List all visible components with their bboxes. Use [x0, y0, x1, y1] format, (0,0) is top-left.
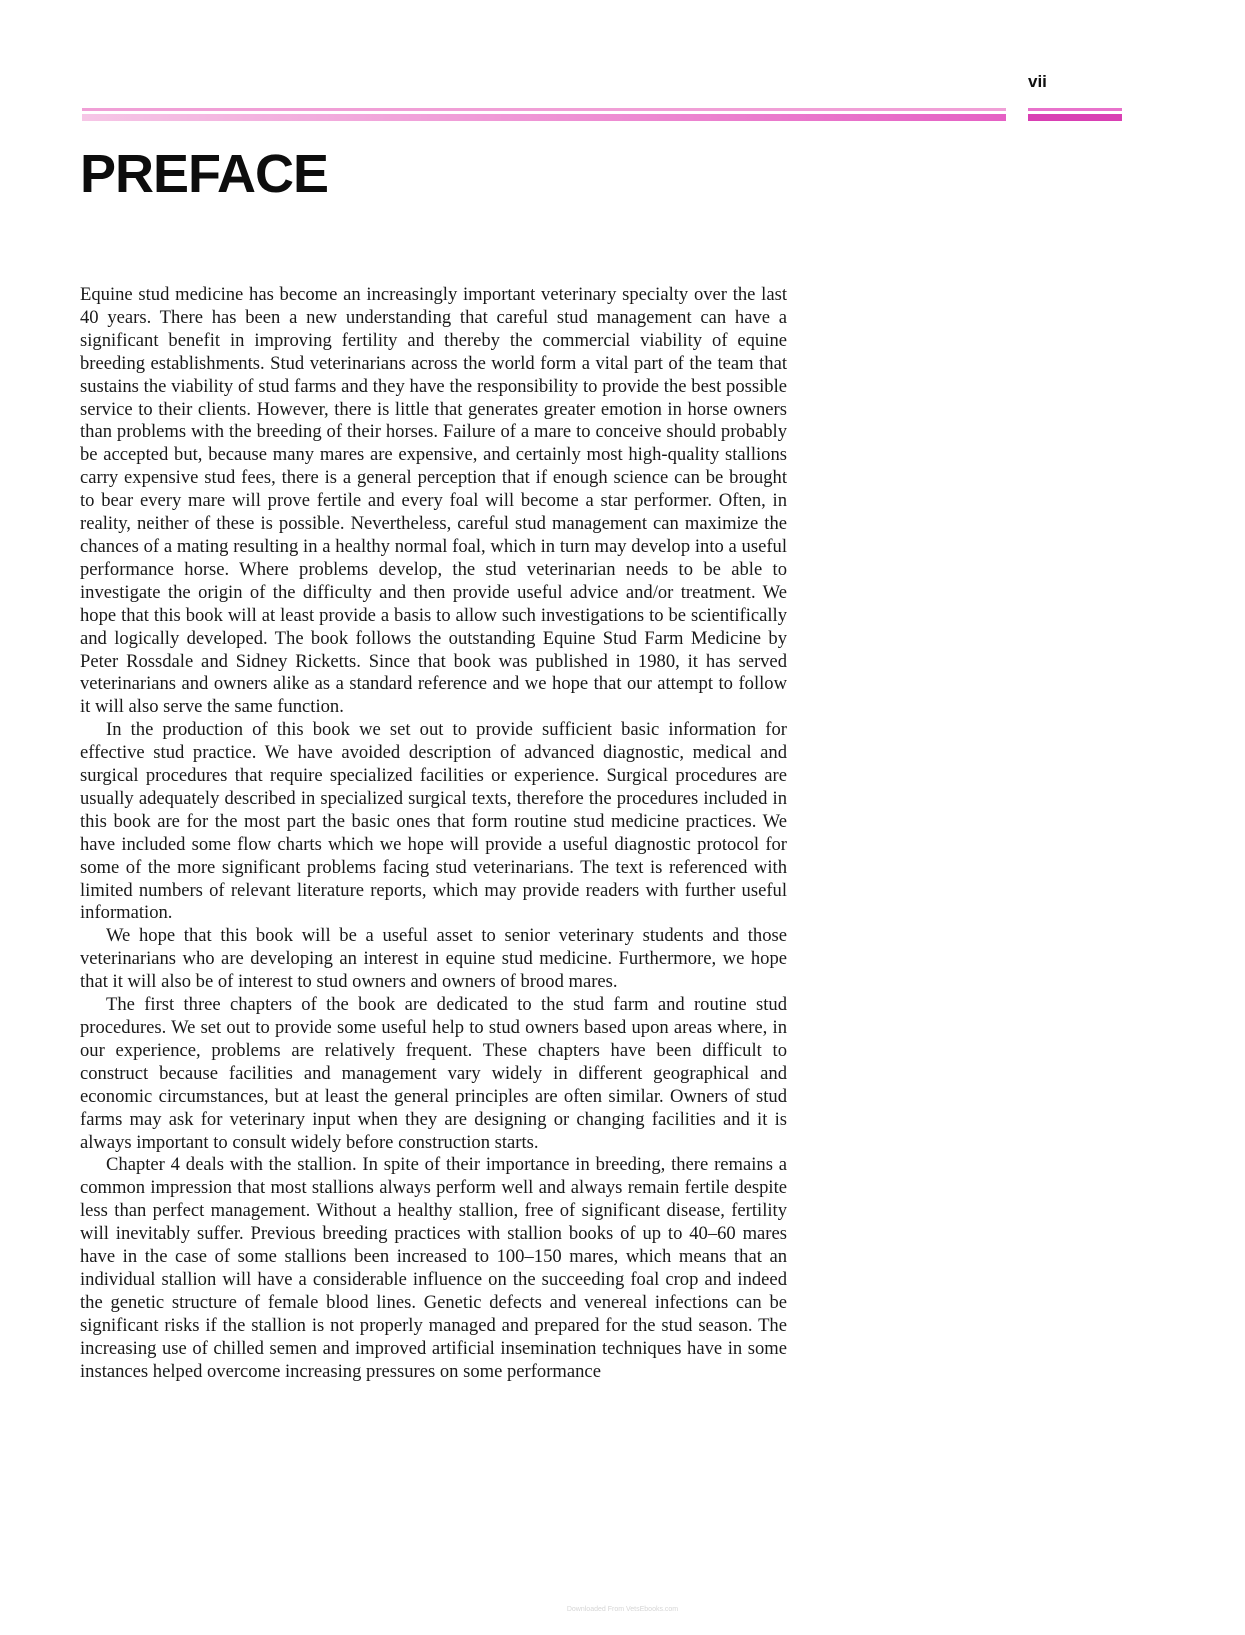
header-rule — [82, 108, 1006, 122]
paragraph-3: We hope that this book will be a useful asset to senior veterinary students and those veterinarians who are developing an interest in equine stud medicine. Furthermore, we hope that it will also be of interest to stud owners and owners of brood mares. — [80, 925, 787, 993]
paragraph-2: In the production of this book we set out to provide sufficient basic information for effective stud practice. We have avoided description of advanced diagnostic, medical and surgical procedures that require specialized facilities or experience. Surgical procedures are usually adequately described in specialized surgical texts, therefore the procedures included in this book are for the most part the basic ones that form routine stud medicine practices. We have included some flow charts which we hope will provide a useful diagnostic protocol for some of the more significant problems facing stud veterinarians. The text is referenced with limited numbers of relevant literature reports, which may provide readers with further useful information. — [80, 719, 787, 924]
header-rule-tab-thick-band — [1028, 114, 1122, 121]
header-rule-tab — [1028, 108, 1122, 122]
paragraph-4: The first three chapters of the book are dedicated to the stud farm and routine stud procedures. We set out to provide some useful help to stud owners based upon areas where, in our experience, problems are relatively frequent. These chapters have been difficult to construct because facilities and management vary widely in different geographical and economic circumstances, but at least the general principles are often similar. Owners of stud farms may ask for veterinary input when they are designing or changing facilities and it is always important to consult widely before construction starts. — [80, 994, 787, 1153]
download-watermark: Downloaded From VetsEbooks.com — [566, 1606, 679, 1613]
header-rule-thick-band — [82, 114, 1006, 121]
paragraph-5: Chapter 4 deals with the stallion. In spite of their importance in breeding, there remains a common impression that most stallions always perform well and always remain fertile despite less than perfect management. Without a healthy stallion, free of significant disease, fertility will inevitably suffer. Previous breeding practices with stallion books of up to 40–60 mares have in the case of some stallions been increased to 100–150 mares, which means that an individual stallion will have a considerable influence on the succeeding foal crop and indeed the genetic structure of female blood lines. Genetic defects and venereal infections can be significant risks if the stallion is not properly managed and prepared for the stud season. The increasing use of chilled semen and improved artificial insemination techniques have in some instances helped overcome increasing pressures on some performance — [80, 1154, 787, 1382]
paragraph-1: Equine stud medicine has become an increasingly important veterinary specialty over the last 40 years. There has been a new understanding that careful stud management can have a significant benefit in improving fertility and thereby the commercial viability of equine breeding establishments. Stud veterinarians across the world form a vital part of the team that sustains the viability of stud farms and they have the responsibility to provide the best possible service to their clients. However, there is little that generates greater emotion in horse owners than problems with the breeding of their horses. Failure of a mare to conceive should probably be accepted but, because many mares are expensive, and certainly most high-quality stallions carry expensive stud fees, there is a general perception that if enough science can be brought to bear every mare will prove fertile and every foal will become a star performer. Often, in reality, neither of these is possible. Nevertheless, careful stud management can maximize the chances of a mating resulting in a healthy normal foal, which in turn may develop into a useful performance horse. Where problems develop, the stud veterinarian needs to be able to investigate the origin of the difficulty and then provide useful advice and/or treatment. We hope that this book will at least provide a basis to allow such investigations to be scientifically and logically developed. The book follows the outstanding Equine Stud Farm Medicine by Peter Rossdale and Sidney Ricketts. Since that book was published in 1980, it has served veterinarians and owners alike as a standard reference and we hope that our attempt to follow it will also serve the same function. — [80, 284, 787, 718]
header-rule-thin-line — [82, 108, 1006, 111]
page-number: vii — [1028, 72, 1047, 91]
preface-body — [80, 284, 787, 1384]
page-title: PREFACE — [80, 144, 329, 204]
header-rule-tab-thin-line — [1028, 108, 1122, 111]
